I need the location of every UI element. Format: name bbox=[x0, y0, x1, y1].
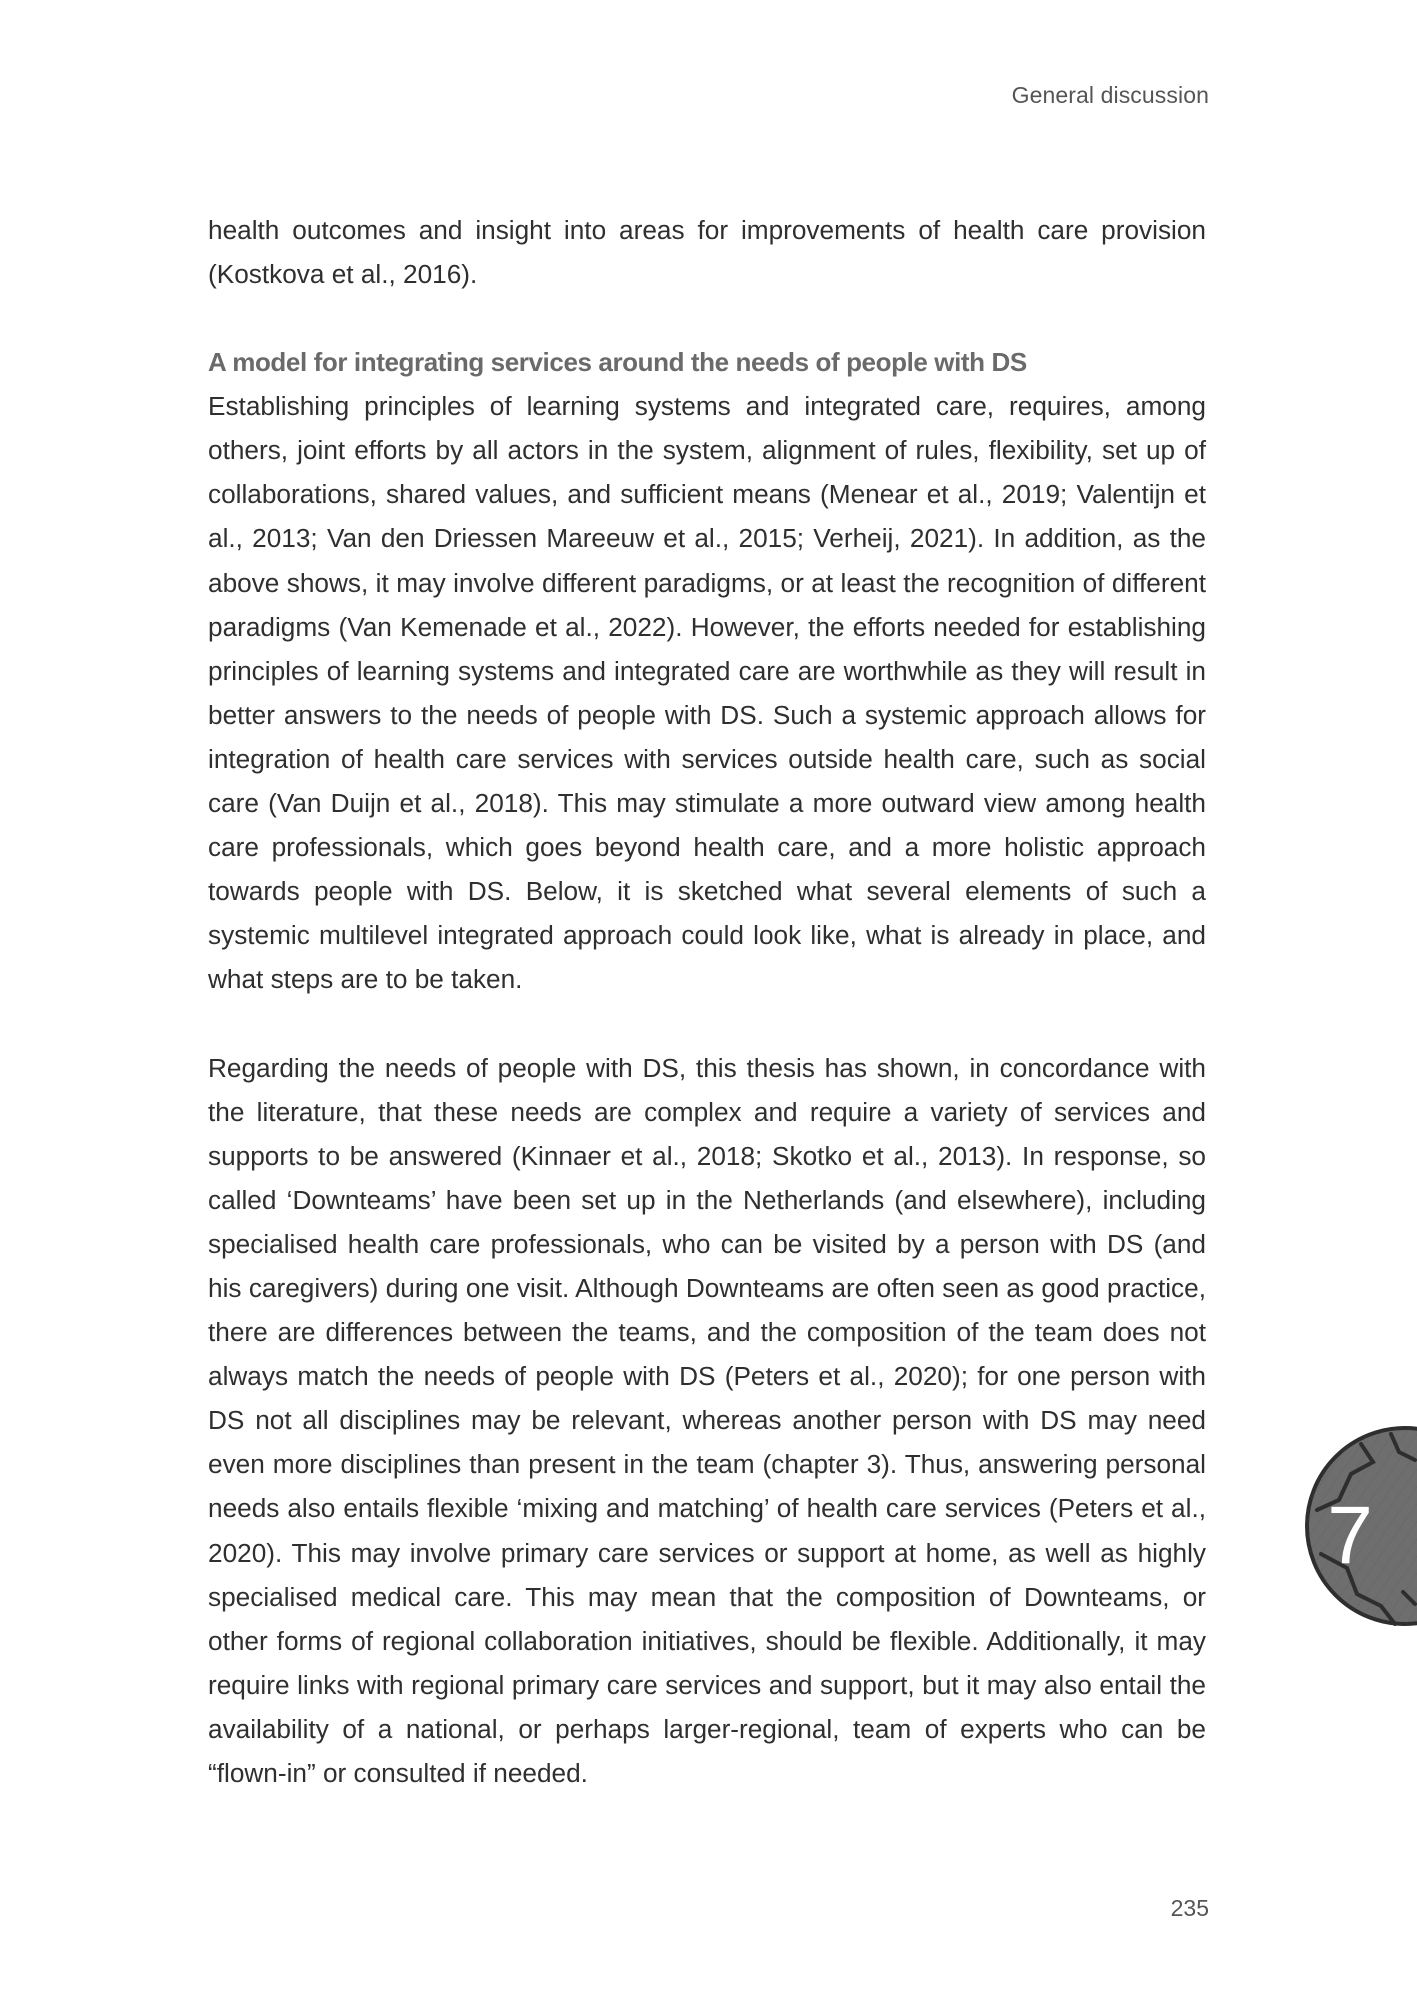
running-header: General discussion bbox=[1011, 82, 1209, 108]
body-text bbox=[208, 208, 1206, 1795]
continued-paragraph: health outcomes and insight into areas for improvements of health care provision (Kostkova et al., 2016). bbox=[208, 215, 1206, 290]
chapter-tab-graphic bbox=[1303, 1422, 1417, 1632]
chapter-thumb-index-icon bbox=[1303, 1422, 1417, 1632]
chapter-number: 7 bbox=[1327, 1490, 1373, 1581]
page-number: 235 bbox=[1170, 1895, 1209, 1921]
section-heading: A model for integrating services around the needs of people with DS bbox=[208, 347, 1027, 378]
section-paragraph-2: Regarding the needs of people with DS, this thesis has shown, in concordance with the literature, that these needs are complex and require a variety of services and supports to be answered (Kinnaer et al., 2018; Skotko et al., 2013). In response, so called ‘Downteams’ have been set up in the Netherlands (and elsewhere), including specialised health care professionals, who can be visited by a person with DS (and his caregivers) during one visit. Although Downteams are often seen as good practice, there are differences between the teams, and the composition of the team does not always match the needs of people with DS (Peters et al., 2020); for one person with DS not all disciplines may be relevant, whereas another person with DS may need even more disciplines than present in the team (chapter 3). Thus, answering personal needs also entails flexible ‘mixing and matching’ of health care services (Peters et al., 2020). This may involve primary care services or support at home, as well as highly specialised medical care. This may mean that the composition of Downteams, or other forms of regional collaboration initiatives, should be flexible. Additionally, it may require links with regional primary care services and support, but it may also entail the availability of a national, or perhaps larger-regional, team of experts who can be “flown-in” or consulted if needed. bbox=[208, 1052, 1206, 1788]
section-paragraph-1: Establishing principles of learning systems and integrated care, requires, among others, joint efforts by all actors in the system, alignment of rules, flexibility, set up of collaborations, shared values, and sufficient means (Menear et al., 2019; Valentijn et al., 2013; Van den Driessen Mareeuw et al., 2015; Verheij, 2021). In addition, as the above shows, it may involve different paradigms, or at least the recognition of different paradigms (Van Kemenade et al., 2022). However, the efforts needed for establishing principles of learning systems and integrated care are worthwhile as they will result in better answers to the needs of people with DS. Such a systemic approach allows for integration of health care services with services outside health care, such as social care (Van Duijn et al., 2018). This may stimulate a more outward view among health care professionals, which goes beyond health care, and a more holistic approach towards people with DS. Below, it is sketched what several elements of such a systemic multilevel integrated approach could look like, what is already in place, and what steps are to be taken. bbox=[208, 391, 1206, 995]
